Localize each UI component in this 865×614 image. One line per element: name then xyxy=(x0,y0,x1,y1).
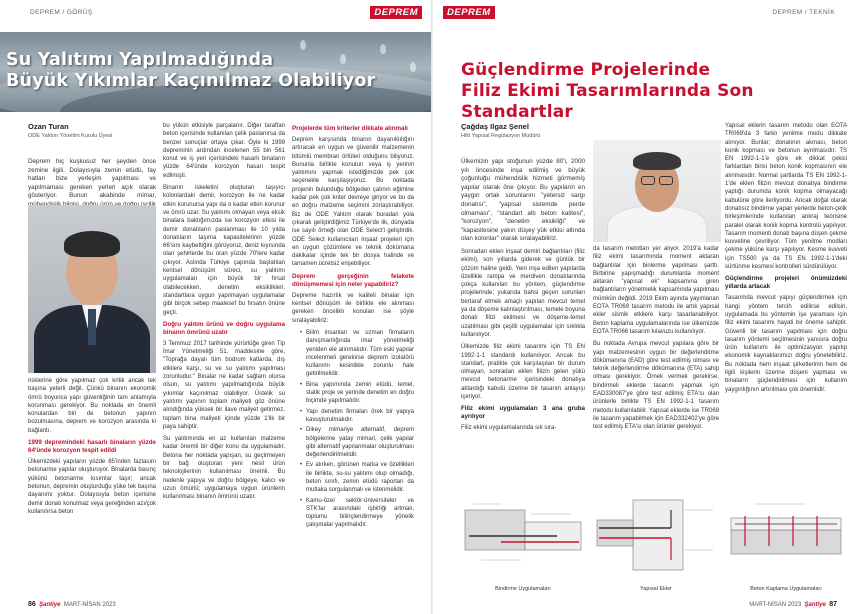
list-item: • Kamu-özel sektör-üniversiteler ve STK'lar arasındaki işbirliği artmalı, toplumu bilinçlendirmeye yönelik çalışmalar yapılmalıdır. xyxy=(300,497,414,530)
lead-paragraph: Deprem hiç kuşkusuz her şeyden önce zemine ilgili. Dolayısıyla zemin etüdü, fay hatları bize yerleşim yapılması ve yapılmaması gereken yerleri açık olarak gösteriyor. Bunun akabinde mimar, xyxy=(28,158,156,200)
list-item: • Ev alırken, görünen marka ve özellikleri ile birlikte, su-su yalıtımı olup olmadığı, beton sınıfı, zemin etüdü raporları da mutlaka sorgulanmalı ve istenmelidir. xyxy=(300,461,414,494)
diagram-caption: Beton Kaplama Uygulamaları xyxy=(750,586,822,592)
article-title xyxy=(461,60,865,123)
author-role: Hilti Yapısal Regülasyon Müdürü xyxy=(461,133,541,139)
glasses-icon xyxy=(641,176,655,185)
column-1-bottom xyxy=(28,377,156,520)
subheading: 1999 depremindeki hasarlı binaların yüzde 64'ünde korozyon tespit edildi xyxy=(28,439,156,455)
column-2 xyxy=(163,122,285,505)
list-item: • Yapı denetim firmaları örek bir yapıya kavuşturulmalıdır. xyxy=(300,408,414,425)
diagram-drawing xyxy=(725,490,847,585)
author-photo xyxy=(593,140,721,242)
subheading: Projelerde tüm kriterler dikkate alınmalı xyxy=(292,125,408,132)
lap-splice-diagram xyxy=(461,490,585,585)
title-line: Su Yalıtımı Yapılmadığında xyxy=(6,50,274,70)
diagram-drawing xyxy=(593,490,719,585)
paragraph: Yapısal eklerin tasarım metodu olan EOTA TR069'da 3 farklı yenilme modu dikkate alınıyor. Bunlar; donatının akması, beton konik kopması ve betonun ayrılmasıdır. TS EN 1992-1-1'e göre ek dikkat çekici farklardan birisi beton konik kopmasının ele alınmasıdır. Normal şartlarda TS EN 1992-1-1'de eklen filizin mevcut donatıya bindirme yaptığı durumda konik kopma olmayacağı kabulüne göre ilerliyordu. Ancak doğal olarak donatısız bindirme yapan yerlerde beton-çelik birleşimlerinde kullanılan ankraj teorisine paralel olarak konik kopma kontrolü yapılıyor. Tasarım momenti donatı başına düşen çekme kuvvetine çevriliyor. Tüm yenilme modları çekme yüküne karşı yapılıyor. Kesme kuvveti için TS500 ya da TS EN 1992-1-1'deki sürtünme kesmesi kontrolleri sürdürülüyor. xyxy=(725,123,847,271)
diagram-caption: Yapısal Ekler xyxy=(640,586,672,592)
tie xyxy=(88,309,96,345)
subheading: Filiz ekimi uygulamaları 3 ana gruba ayrılıyor xyxy=(461,405,585,421)
author-role: ODE Yalıtım Yönetim Kurulu Üyesi xyxy=(28,133,113,139)
list-item: • Dikey mimariye alternatif, deprem bölgelerine yatay mimari, çelik yapılar gibi alternatif yapılanmalar oluşturulması değerlendirilmelidir. xyxy=(300,426,414,459)
title-banner xyxy=(0,32,432,112)
column-2 xyxy=(593,245,719,436)
column-1 xyxy=(461,158,585,437)
brand-logo: Şantiye xyxy=(804,602,826,608)
author-name: Çağdaş Ilgaz Şenel xyxy=(461,122,529,131)
title-line: Filiz Ekimi Tasarımlarında Son Standartlar xyxy=(461,81,754,122)
paragraph: Bu noktada Avrupa mevcut yapılara göre bir yapı malzemesinin uygun bir değerlendirme dökümanına (EAD) göre test edilmiş olması ve teknik değerlendirme dökümanına (ETA) sahip olması gerekiyor. Örnek vermek gerekirse, bindirmeli eklerde tasarım yapmak için EAD330087'ye göre test edilmiş ETA'sı olan ürünlerle birlikte TS EN 1992-1-1 tasarım metodu kullanılabilir. Yapısal eklerde ise TR069 ile tasarım yapabilmek için EAD332402'ye göre test edilmiş ETA'sı olan ürünler gerekiyor. xyxy=(593,341,719,431)
subheading: Güçlendirme projeleri önümüzdeki yıllarda artacak xyxy=(725,275,847,291)
subheading: Deprem gerçeğinin felakete dönüşmemesi için neler yapabiliriz? xyxy=(292,272,414,288)
deprem-logo: DEPREM xyxy=(370,6,422,19)
water-drop-icon xyxy=(410,62,416,72)
page-number: 86 xyxy=(28,601,36,608)
paragraph: 3 Temmuz 2017 tarihinde yürürlüğe giren Tip İmar Yönetmeliği 51. maddesine göre, "Toprağa dayalı tüm bodrum katlarda, dış etkilere karşı, su ve su yalıtımı yapılması zorunludur." Binalar ne kadar sağlam olursa olsun, su yalıtımı yapılmadığında büyük yıkımlar kaçınılmaz olabiliyor. Üstelik su yalıtımı yapının toplam maliyeti göz önüne alındığında yüksek bir ilave maliyet getirmez, toplam bina maliyeti içinde yüzde 1'lik bir paya sahiptir. xyxy=(163,340,285,430)
issue-date: MART-NİSAN 2023 xyxy=(63,602,116,608)
glasses-icon xyxy=(659,176,673,185)
diagram-drawing xyxy=(461,490,585,585)
title-line: Büyük Yıkımlar Kaçınılmaz Olabiliyor xyxy=(6,71,376,91)
paragraph: bu yükün etkisiyle parçalanır. Diğer taraftan beton içerisinde kullanılan çelik paslanırsa da benzer sonuçlar ortaya çıkar. Öyle ki 1999 depreminin ardından incelenen 55 bin 561 konut ve iş yeri içerisindeki hasarlı binaların yüzde 64'ünde korozyon hasarı tespit edilmişti. xyxy=(163,123,285,179)
paragraph: Tasarımda mevcut yapıyı güçlendirmek için hangi yöntem tercih edilirse edilsin, uygulamada bu yöntemin işe yaraması için filiz ekimi tasarımı hayati bir öneme sahiptir. Güvenli bir tasarım yapılması için doğru tasarım yöntemi seçilmesinin yanısıra doğru ürün kullanımı ile optimizasyon yapılıp ekonomik kaynaklarımızı doğru yönetebiliriz. Bu noktada hem inşaat şirketlerinin hem de ilgili kişilerin üzerine düşeni yapması ve binaların güçlendirilmesi için kullanım yaygınlığının artırılması çok önemlidir. xyxy=(725,295,847,393)
subheading: Doğru yalıtım ürünü ve doğru uygulama binanın ömrünü uzatır xyxy=(163,320,285,336)
lead-paragraph: Ülkemizin yapı stoğunun yüzde 80'i, 2000 yılı öncesinde inşa edilmiş ve büyük çoğunluğu mühendislik hizmeti görmemiş yapılar olarak öne çıkıyor. Bu yapıların en yaygın ortak sorunlarını "yetersiz sargı donatısı", "yapısal sistemde perde olmaması", "standart altı beton kalitesi", "korozyon", "denetim eksikliği" ve "kapasitesine yakın düşey yük etkisi altında olan kolonlar" olarak sıralayabiliriz. xyxy=(461,158,585,243)
article-title xyxy=(6,50,375,92)
right-page xyxy=(433,0,865,614)
paragraph: Binanın iskeletini oluşturan taşıyıcı kolonlardaki demir, korozyon ile ne kadar etkin korunursa yapı da o kadar etkin korunur ve ömrü uzar. Su yalıtımı olmayan veya eksik binalara baktığımızda ise korozyon etkisi ile demir donatıların paslanması ile 10 yılda donatıların taşıma kapasitelerinin yüzde 66'sını kaybettiğini görüyoruz, deniz kıyısında olan şehirlerde bu oran yüzde 70'lere kadar çıkıyor. Aslında Türkiye çapında başlatılan kentsel dönüşüm süreci, su yalıtımı uygulamaları için büyük bir fırsat olabilecekken, denetim eksiklikleri, standartlara uygun yapılmayan uygulamalar gibi birçok sebep maalesef bu fırsatın önüne geçti. xyxy=(163,185,285,316)
paragraph: Deprem karşısında binanın dayanıklılığını artıracak en uygun ve güvenilir malzemenin bitümlü membran örtüleri olduğunu biliyoruz. Bununla birlikte konutun veya iş yerinin yalıtımını yapmak istediğimizde pek çok seçenekle karşılaşıyoruz. Bu noktada projenin bulunduğu bölgeden çatının eğimine kadar pek çok kriter devreye giriyor ve bu da en doğru malzeme seçimini zorlaştırabiliyor. Biz de ODE Yalıtım olarak buradan yola çıkarak geliştirdiğimiz Türkiye'de ilk, dünyada ise sayılı örneği olan ODE Select'i geliştirdik. ODE Select kullanıcıları inşaat projeleri için en uygun çözümlere ve teknik dokümana dakikalar içinde tek bir dosya halinde ve tamamen ücretsiz erişebiliyor. xyxy=(292,137,414,268)
title-line: Güçlendirme Projelerinde xyxy=(461,60,711,80)
author-name: Ozan Turan xyxy=(28,122,69,131)
deprem-logo: DEPREM xyxy=(443,6,495,19)
hair xyxy=(64,231,120,257)
left-page xyxy=(0,0,432,614)
paragraph: Ülkemizdeki yapıların yüzde 85'inden fazlasını betonarme yapılar oluşturuyor. Binalarda basınç yükünü betonarme kısımlar taşır; ancak betonun, depremin oluşturduğu yüke tek başına dayanımı yoktur. Dolayısıyla beton içerisine demir donatı konulmaz veya gereğinden azı/çok kullanılırsa beton xyxy=(28,459,156,515)
paragraph: Su yalıtımında en az kullanılan malzeme kadar önemli bir diğer konu da uygulamadır. Betona her noktada yapışan, su geçirmeyen bir bağ oluşturan yeni nesil ürün teknolojilerinin kullanılması önemli. Bu nedenle yapıya ve doğru bölgeye, kalıcı ve uzun ömürlü; uygulamaya uygun ürünlerin kullanılması binanın ömrünü uzatır. xyxy=(163,436,285,501)
paragraph: Depreme hazırlık ve kaliteli binalar için kentsel dönüşüm ile birlikte ele alınması gereken önceliklı konuları ise şöyle sıralayabiliriz: xyxy=(292,292,414,324)
page-footer xyxy=(749,601,837,608)
page-number: 87 xyxy=(829,601,837,608)
list-item: • Bilim insanları ve uzman firmaların danışmanlığında imar yönetmeliği yeniden ele alınmalıdır. Tüm eski yapılar incelenmeli gerekirse deprem izolatörü kullanımı kesinlikle zorunlu hale getirilmelidir. xyxy=(300,329,414,379)
diagram-caption: Bindirme Uygulamaları xyxy=(495,586,551,592)
list-item: • Bina yapımında zemin etüdü, temel, statik proje ve yerinde denetim en doğru biçimde yapılmalıdır. xyxy=(300,381,414,406)
author-photo xyxy=(28,205,156,373)
paragraph: Ülkemizde filiz ekimi tasarımı için TS EN 1992-1-1 standardı kullanılıyor. Ancak bu standart, pratikte çok karşılaşılan bir durum olmayan, sonradan eklen filizin gelen yükü mevcut betonarme içerisindeki donatıya aktardığı kabulü üzerine bir tasarım anlayışı içeriyor. xyxy=(461,344,585,400)
structural-joint-diagram xyxy=(593,490,719,585)
water-drop-icon xyxy=(300,40,306,50)
section-label: DEPREM / GÖRÜŞ xyxy=(30,9,93,16)
issue-date: MART-NİSAN 2023 xyxy=(749,602,802,608)
paragraph: Filiz ekimi uygulamalarında sık sıra- xyxy=(461,425,557,432)
paragraph: da tasarım metotları yer alıyor. 2019'a kadar filiz ekimi tasarımında moment aktaran bağlantılar için binlerme yapılması şarttı. Birbirine yapışmadığı durumlarda moment aktaran "yapısal ek" kapsamına giren bağlantıların yönetmelik kapsamında yapılması mümkün değildi. 2019 Ekim ayında yayınlanan EOTA TR069 tasarım metodu ile artık yapısal ekler sismik etkilere karşı tasarlanabiliyor. Beton kaplama uygulamalarında ise ülkemizde EOTA TR066 tasarım kılavuzu kullanılıyor. xyxy=(593,246,719,335)
paragraph: Sonradan eklen inşaat demiri bağlantıları (filiz ekimi), son yıllarda giderek ve günlük bir çözüm haline geldi. Yeni inşa edilen yapılarda özellikle rampa ve merdiven donatılarında çokça kullanılan bu yöntem, güçlendirme projelerinde; yukarıda bahsi geçen sorunları bertaraf etmek amaçlı yapılan mevcut temel ya da döşeme kalınlaştırılması, temele boyuna donatı filizi ekilmesi ve döşeme-temel uzatılması gibi çeşitli uygulamalar için sıklıkla kullanılıyor. xyxy=(461,248,585,338)
page-footer xyxy=(28,601,116,608)
water-drop-icon xyxy=(380,44,386,54)
paragraph: risklerine göre yapılmaz çok kritik ancak tek başına yeterli değil. Çünkü binanın ekonomik ömrü boyunca yapı güvenliğinin tam anlamıyla korunması gerekiyor. Bu noktada en önemli konulardan biri de betonun yapının bozulmasına, deprem ve korozyon arasında ki bağlantı. xyxy=(28,378,156,434)
concrete-overlay-diagram xyxy=(725,490,847,585)
section-label: DEPREM / TEKNİK xyxy=(772,9,835,16)
recommendation-list xyxy=(300,329,414,530)
hair xyxy=(633,152,681,170)
brand-logo: Şantiye xyxy=(39,602,61,608)
column-3 xyxy=(725,122,847,398)
column-3 xyxy=(292,122,414,534)
